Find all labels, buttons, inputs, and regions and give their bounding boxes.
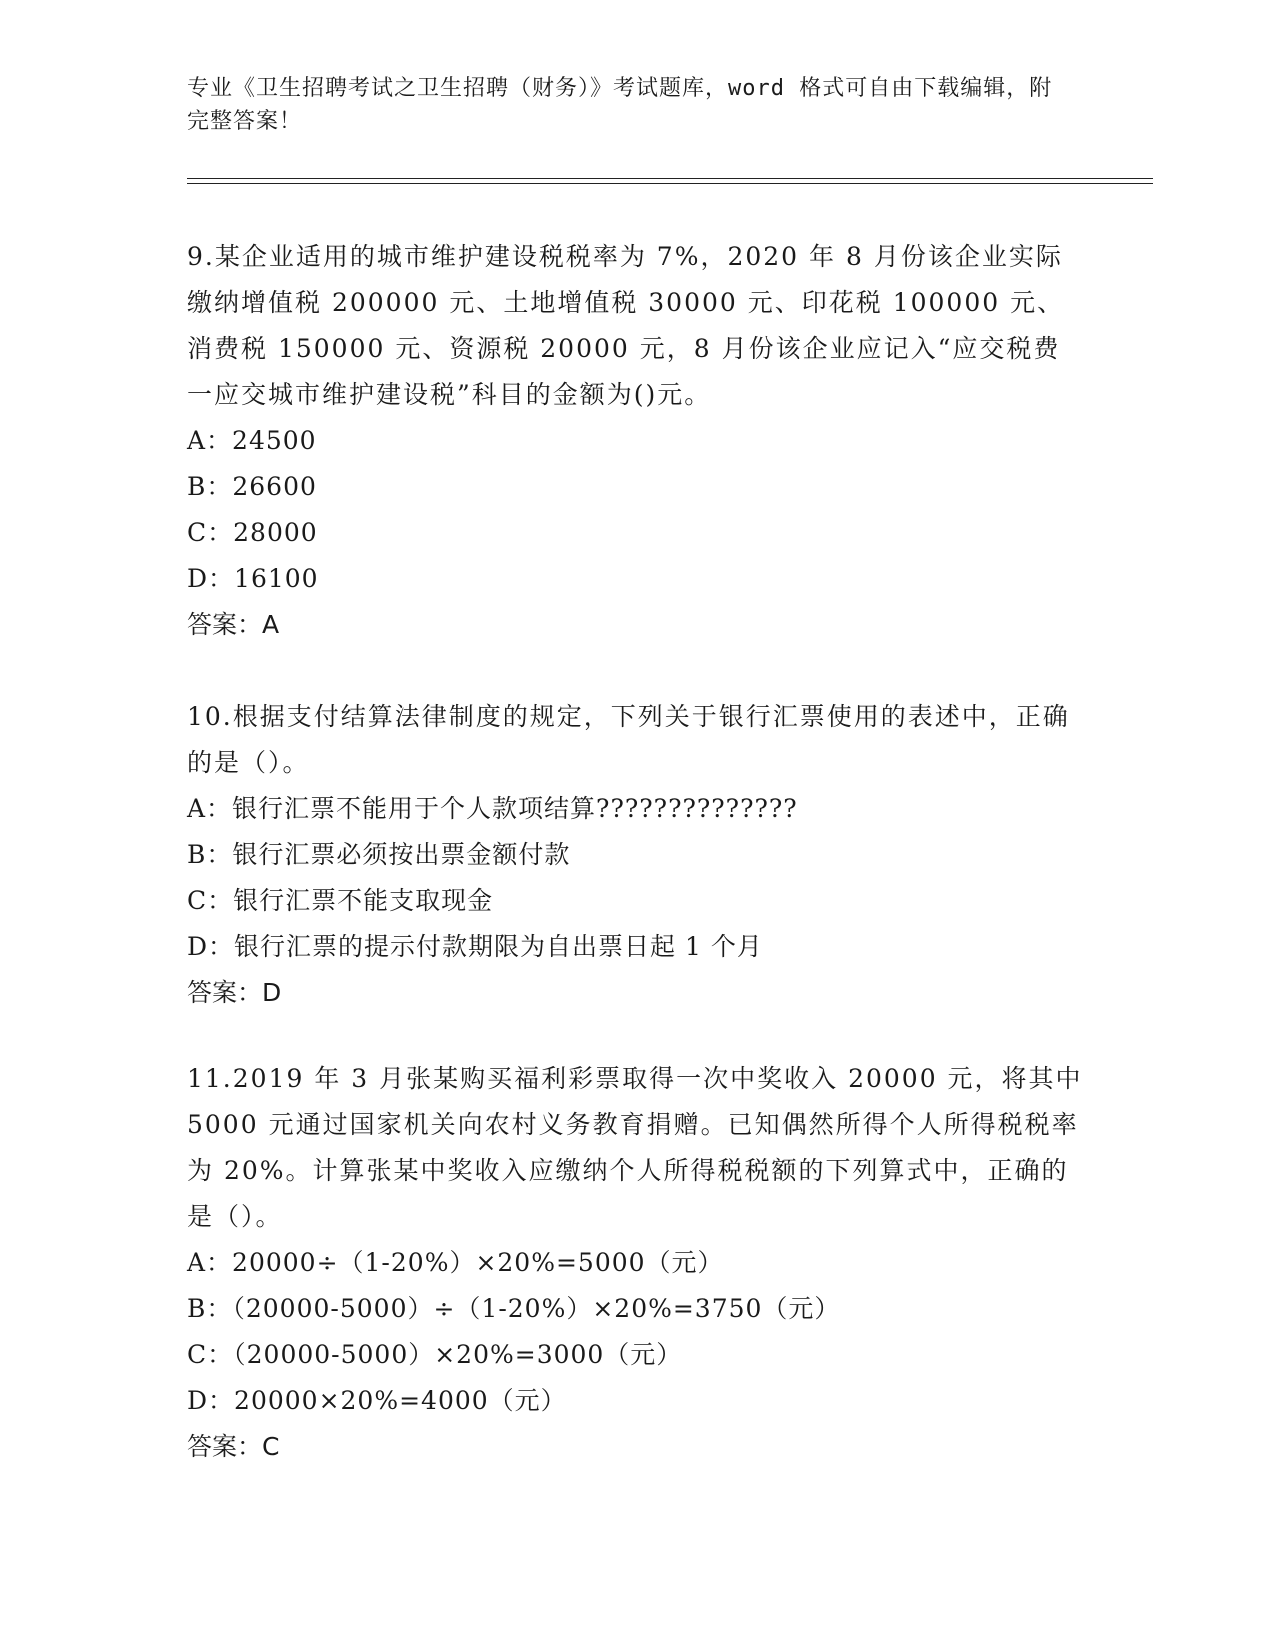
answer-line: 答案：D <box>187 978 282 1007</box>
option-d: D：16100 <box>187 564 319 593</box>
question-9 <box>187 234 1087 648</box>
option-c: C：银行汇票不能支取现金 <box>187 886 494 915</box>
option-c: C：28000 <box>187 518 318 547</box>
option-b: B：26600 <box>187 472 317 501</box>
option-b: B：（20000-5000）÷（1-20%）×20%=3750（元） <box>187 1294 841 1323</box>
option-b: B：银行汇票必须按出票金额付款 <box>187 840 571 869</box>
question-11 <box>187 1056 1087 1470</box>
answer-line: 答案：C <box>187 1432 280 1461</box>
answer-line: 答案：A <box>187 610 280 639</box>
question-stem: 9.某企业适用的城市维护建设税税率为 7%，2020 年 8 月份该企业实际缴纳增值税 200000 元、土地增值税 30000 元、印花税 100000 元、消费税 150000 元、资源税 20000 元，8 月份该企业应记入“应交税费一应交城市维护建设税”科目的金额为()元。 <box>187 242 1065 409</box>
option-a: A：20000÷（1-20%）×20%=5000（元） <box>187 1248 724 1277</box>
option-c: C：（20000-5000）×20%=3000（元） <box>187 1340 683 1369</box>
header-divider-bottom <box>187 183 1153 184</box>
question-stem: 11.2019 年 3 月张某购买福利彩票取得一次中奖收入 20000 元，将其中 5000 元通过国家机关向农村义务教育捐赠。已知偶然所得个人所得税税率为 20%。计算张某中奖收入应缴纳个人所得税税额的下列算式中，正确的是（）。 <box>187 1064 1083 1231</box>
option-a: A：24500 <box>187 426 317 455</box>
document-header: 专业《卫生招聘考试之卫生招聘（财务）》考试题库，word 格式可自由下载编辑，附完整答案！ <box>187 76 1053 134</box>
question-stem: 10.根据支付结算法律制度的规定，下列关于银行汇票使用的表述中，正确的是（）。 <box>187 702 1070 777</box>
header-divider-top <box>187 178 1153 179</box>
option-d: D：银行汇票的提示付款期限为自出票日起 1 个月 <box>187 932 763 961</box>
question-10 <box>187 694 1087 1016</box>
option-a: A：银行汇票不能用于个人款项结算?????????????? <box>187 794 798 823</box>
option-d: D：20000×20%=4000（元） <box>187 1386 567 1415</box>
